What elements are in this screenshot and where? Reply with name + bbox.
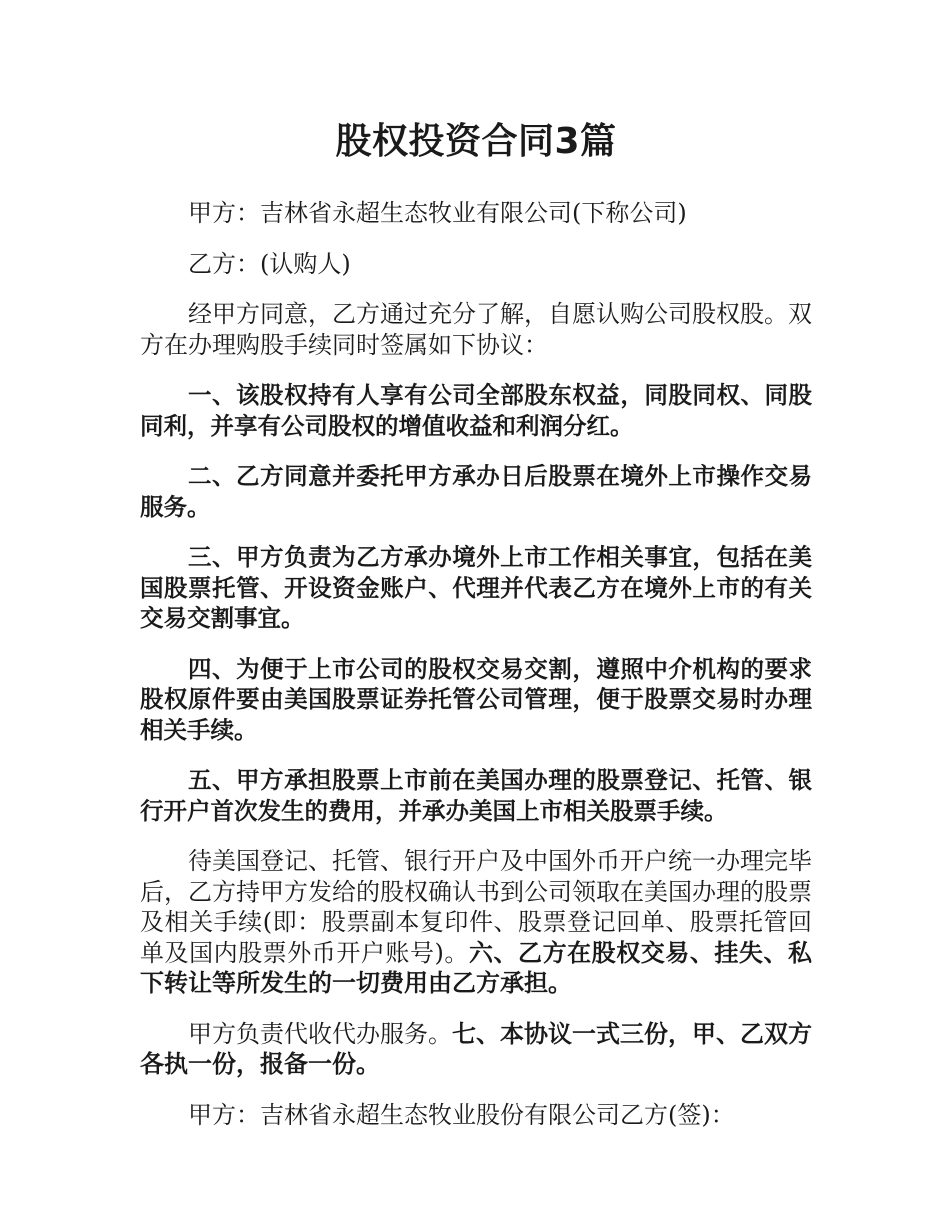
clause-6: 六、乙方在股权交易、挂失、私下转让等所发生的一切费用由乙方承担。 bbox=[140, 938, 812, 997]
mixed-paragraph-6 bbox=[140, 846, 812, 999]
registration-text: 待美国登记、托管、银行开户及中国外币开户统一办理完毕后，乙方持甲方发给的股权确认书到公司领取在美国办理的股票及相关手续(即：股票副本复印件、股票登记回单、股票托管回单及国内股票外币开户账号)。 bbox=[140, 847, 812, 967]
clause-2: 二、乙方同意并委托甲方承办日后股票在境外上市操作交易服务。 bbox=[140, 462, 812, 521]
document-title: 股权投资合同3篇 bbox=[335, 121, 617, 162]
clause-1: 一、该股权持有人享有公司全部股东权益，同股同权、同股同利，并享有公司股权的增值收益和利润分红。 bbox=[140, 381, 812, 440]
service-text: 甲方负责代收代办服务。 bbox=[188, 1019, 452, 1048]
clause-7: 七、本协议一式三份，甲、乙双方各执一份，报备一份。 bbox=[140, 1019, 812, 1078]
clause-5: 五、甲方承担股票上市前在美国办理的股票登记、托管、银行开户首次发生的费用，并承办美国上市相关股票手续。 bbox=[140, 766, 812, 825]
intro-paragraph: 经甲方同意，乙方通过充分了解，自愿认购公司股权股。双方在办理购股手续同时签属如下协议： bbox=[140, 300, 812, 359]
document-page bbox=[140, 112, 812, 1150]
signature-line: 甲方：吉林省永超生态牧业股份有限公司乙方(签)： bbox=[188, 1100, 735, 1129]
mixed-paragraph-7 bbox=[140, 1019, 812, 1080]
party-a-line: 甲方：吉林省永超生态牧业有限公司(下称公司) bbox=[188, 199, 687, 227]
party-b-line: 乙方：(认购人) bbox=[188, 249, 351, 278]
clause-3: 三、甲方负责为乙方承办境外上市工作相关事宜，包括在美国股票托管、开设资金账户、代理并代表乙方在境外上市的有关交易交割事宜。 bbox=[140, 543, 812, 632]
clause-4: 四、为便于上市公司的股权交易交割，遵照中介机构的要求股权原件要由美国股票证券托管公司管理，便于股票交易时办理相关手续。 bbox=[140, 654, 812, 744]
